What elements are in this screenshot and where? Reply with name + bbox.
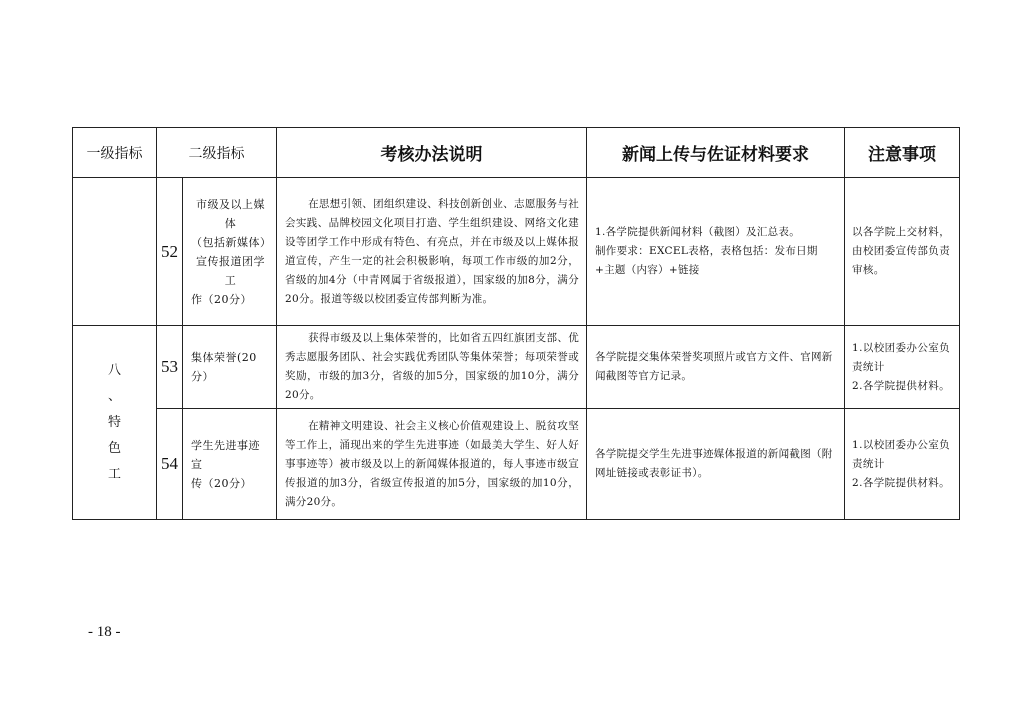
table-row [73,178,960,326]
level2-name-line: 集体荣誉(20分） [191,351,257,383]
level2-name [183,178,277,326]
level2-name [183,409,277,520]
header-method: 考核办法说明 [277,128,587,178]
level1-empty-cell [73,178,157,326]
level2-name-line: 学生先进事迹宣 [191,438,260,471]
table-row [73,409,960,520]
header-level1: 一级指标 [73,128,157,178]
notes-line: 以各学院上交材料，由校团委宣传部负责审核。 [852,226,951,276]
method-cell [277,409,587,520]
page-number: - 18 - [88,624,121,640]
level1-char: 色 [107,440,121,456]
notes-line: 2.各学院提供材料。 [852,476,951,489]
notes-line: 1.以校团委办公室负责统计 [852,341,951,373]
level2-name-line: （包括新媒体） [191,235,272,249]
header-notes: 注意事项 [845,128,960,178]
level1-char: 特 [107,414,121,430]
level2-name [183,326,277,409]
header-requirements: 新闻上传与佐证材料要求 [587,128,845,178]
method-cell [277,326,587,409]
row-number: 54 [157,409,183,520]
table-row [73,326,960,409]
indicator-table [72,127,960,520]
table-header-row [73,128,960,178]
notes-cell [845,409,960,520]
requirements-cell [587,178,845,326]
level1-category [73,326,157,520]
requirements-cell [587,326,845,409]
notes-cell [845,178,960,326]
level2-name-line: 作（20分） [191,292,252,306]
level2-name-line: 市级及以上媒体 [196,197,265,230]
row-number: 53 [157,326,183,409]
level1-char: 八 [107,362,121,378]
method-text: 在精神文明建设、社会主义核心价值观建设上、脱贫攻坚等工作上，涌现出来的学生先进事迹（如最美大学生、好人好事事迹等）被市级及以上的新闻媒体报道的，每人事迹市级宣传报道的加3分，省级宣传报道的加5分，国家级的加10分，满分20分。 [285,419,579,508]
notes-line: 2.各学院提供材料。 [852,379,951,392]
level1-char: 工 [107,466,121,482]
level2-name-line: 传（20分） [191,476,252,490]
level2-name-line: 宣传报道团学工 [196,254,265,287]
requirements-line: 各学院提交集体荣誉奖项照片或官方文件、官网新闻截图等官方记录。 [595,351,833,382]
requirements-cell [587,409,845,520]
method-text: 获得市级及以上集体荣誉的，比如省五四红旗团支部、优秀志愿服务团队、社会实践优秀团队等集体荣誉；每项荣誉或奖励，市级的加3分，省级的加5分，国家级的加10分，满分20分。 [285,332,579,401]
method-text: 在思想引领、团组织建设、科技创新创业、志愿服务与社会实践、品牌校园文化项目打造、学生组织建设、网络文化建设等团学工作中形成有特色、有亮点，并在市级及以上媒体报道宣传，产生一定的社会积极影响，每项工作市级的加2分，省级的加4分（中青网属于省级报道），国家级的加8分，满分20分。报道等级以校团委宣传部判断为准。 [285,197,579,305]
level1-char: 、 [107,388,121,404]
requirements-line: 制作要求：EXCEL表格，表格包括：发布日期+主题（内容）+链接 [595,245,818,276]
indicator-table-container [72,127,959,519]
method-cell [277,178,587,326]
notes-cell [845,326,960,409]
requirements-line: 1.各学院提供新闻材料（截图）及汇总表。 [595,226,801,238]
header-level2: 二级指标 [157,128,277,178]
notes-line: 1.以校团委办公室负责统计 [852,438,951,470]
requirements-line: 各学院提交学生先进事迹媒体报道的新闻截图（附网址链接或表彰证书）。 [595,448,833,479]
row-number: 52 [157,178,183,326]
